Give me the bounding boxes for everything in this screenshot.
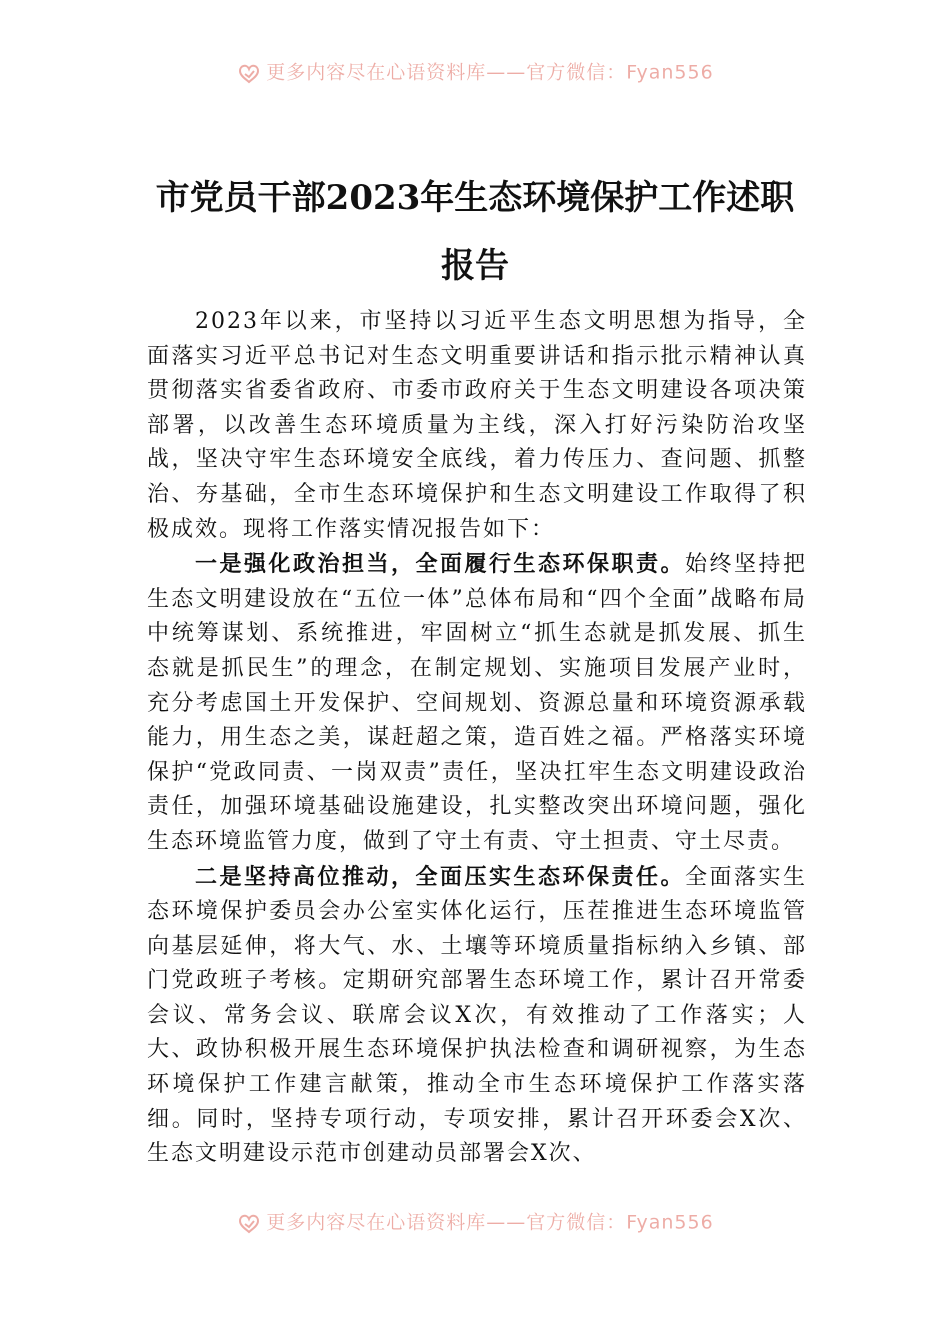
paragraph-heading: 二是坚持高位推动，全面压实生态环保责任。 bbox=[195, 863, 685, 890]
watermark-header-text: 更多内容尽在心语资料库——官方微信：Fyan556 bbox=[266, 61, 714, 84]
watermark-footer bbox=[0, 1210, 950, 1234]
paragraph-political-responsibility bbox=[147, 547, 807, 859]
paragraph-intro bbox=[147, 305, 807, 547]
paragraph-intro-text: 2023年以来，市坚持以习近平生态文明思想为指导，全面落实习近平总书记对生态文明重要讲话和指示批示精神认真贯彻落实省委省政府、市委市政府关于生态文明建设各项决策部署，以改善生态环境质量为主线，深入打好污染防治攻坚战，坚决守牢生态环境安全底线，着力传压力、查问题、抓整治、夯基础，全市生态环境保护和生态文明建设工作取得了积极成效。现将工作落实情况报告如下： bbox=[147, 309, 807, 542]
heart-logo-icon bbox=[236, 62, 262, 84]
paragraph-high-level-promotion bbox=[147, 860, 807, 1172]
paragraph-heading: 一是强化政治担当，全面履行生态环保职责。 bbox=[195, 551, 685, 578]
paragraph-text: 全面落实生态环境保护委员会办公室实体化运行，压茬推进生态环境监管向基层延伸，将大气、水、土壤等环境质量指标纳入乡镇、部门党政班子考核。定期研究部署生态环境工作，累计召开常委会议、常务会议、联席会议X次，有效推动了工作落实；人大、政协积极开展生态环境保护执法检查和调研视察，为生态环境保护工作建言献策，推动全市生态环境保护工作落实落细。同时，坚持专项行动，专项安排，累计召开环委会X次、生态文明建设示范市创建动员部署会X次、 bbox=[147, 864, 807, 1167]
watermark-footer-text: 更多内容尽在心语资料库——官方微信：Fyan556 bbox=[266, 1211, 714, 1234]
document-title-line-2: 报告 bbox=[441, 246, 509, 286]
document-body bbox=[147, 305, 807, 1172]
watermark-header bbox=[0, 60, 950, 84]
paragraph-text: 始终坚持把生态文明建设放在“五位一体”总体布局和“四个全面”战略布局中统筹谋划、系统推进，牢固树立“抓生态就是抓发展、抓生态就是抓民生”的理念，在制定规划、实施项目发展产业时，充分考虑国土开发保护、空间规划、资源总量和环境资源承载能力，用生态之美，谋赶超之策，造百姓之福。严格落实环境保护“党政同责、一岗双责”责任，坚决扛牢生态文明建设政治责任，加强环境基础设施建设，扎实整改突出环境问题，强化生态环境监管力度，做到了守土有责、守土担责、守土尽责。 bbox=[147, 552, 807, 854]
heart-logo-icon bbox=[236, 1212, 262, 1234]
document-title-line-1: 市党员干部2023年生态环境保护工作述职 bbox=[155, 178, 795, 218]
